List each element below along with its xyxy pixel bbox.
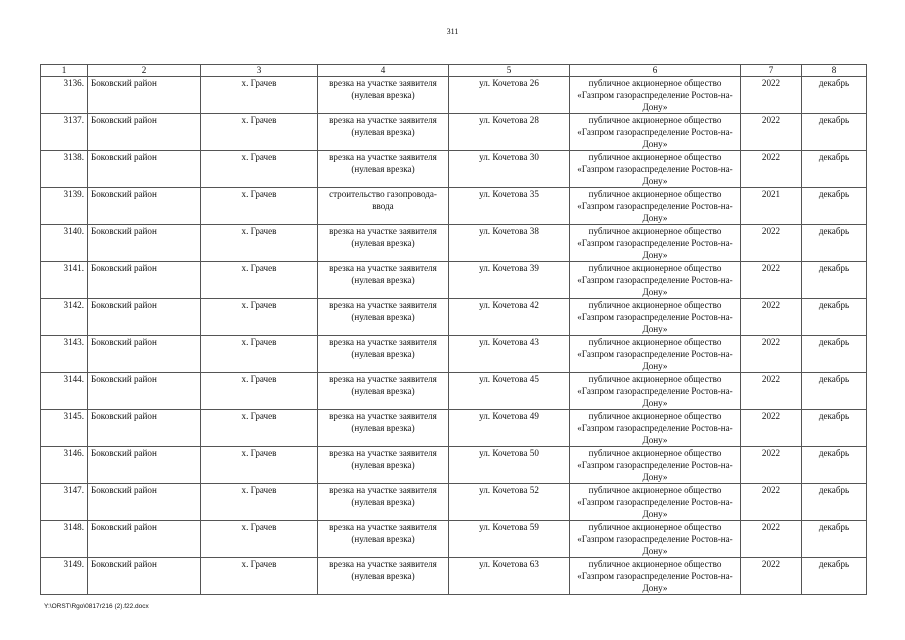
month-cell: декабрь: [802, 114, 867, 151]
row-number: 3149.: [41, 558, 88, 595]
header-row: [41, 65, 867, 77]
district-cell: Боковский район: [88, 410, 201, 447]
column-header: 6: [570, 65, 741, 77]
address-cell: ул. Кочетова 26: [449, 77, 570, 114]
year-cell: 2022: [741, 447, 802, 484]
column-header: 3: [201, 65, 318, 77]
address-cell: ул. Кочетова 49: [449, 410, 570, 447]
month-cell: декабрь: [802, 447, 867, 484]
column-header: 1: [41, 65, 88, 77]
month-cell: декабрь: [802, 299, 867, 336]
row-number: 3147.: [41, 484, 88, 521]
table-row: [41, 77, 867, 114]
month-cell: декабрь: [802, 151, 867, 188]
district-cell: Боковский район: [88, 114, 201, 151]
row-number: 3141.: [41, 262, 88, 299]
table-row: [41, 336, 867, 373]
table-row: [41, 299, 867, 336]
address-cell: ул. Кочетова 63: [449, 558, 570, 595]
settlement-cell: х. Грачев: [201, 521, 318, 558]
district-cell: Боковский район: [88, 299, 201, 336]
year-cell: 2022: [741, 299, 802, 336]
year-cell: 2021: [741, 188, 802, 225]
district-cell: Боковский район: [88, 151, 201, 188]
file-path-footer: Y:\ORST\Rgo\0817r216 (2).f22.docx: [44, 603, 149, 610]
work-type-cell: врезка на участке заявителя (нулевая врезка): [318, 114, 449, 151]
address-cell: ул. Кочетова 35: [449, 188, 570, 225]
organization-cell: публичное акционерное общество «Газпром газораспределение Ростов-на-Дону»: [570, 447, 741, 484]
work-type-cell: врезка на участке заявителя (нулевая врезка): [318, 558, 449, 595]
work-type-cell: врезка на участке заявителя (нулевая врезка): [318, 262, 449, 299]
row-number: 3143.: [41, 336, 88, 373]
table-row: [41, 484, 867, 521]
year-cell: 2022: [741, 521, 802, 558]
settlement-cell: х. Грачев: [201, 262, 318, 299]
work-type-cell: врезка на участке заявителя (нулевая врезка): [318, 151, 449, 188]
month-cell: декабрь: [802, 558, 867, 595]
year-cell: 2022: [741, 151, 802, 188]
year-cell: 2022: [741, 77, 802, 114]
settlement-cell: х. Грачев: [201, 558, 318, 595]
settlement-cell: х. Грачев: [201, 188, 318, 225]
table-row: [41, 447, 867, 484]
district-cell: Боковский район: [88, 188, 201, 225]
organization-cell: публичное акционерное общество «Газпром газораспределение Ростов-на-Дону»: [570, 114, 741, 151]
month-cell: декабрь: [802, 336, 867, 373]
address-cell: ул. Кочетова 50: [449, 447, 570, 484]
year-cell: 2022: [741, 373, 802, 410]
district-cell: Боковский район: [88, 484, 201, 521]
table-row: [41, 151, 867, 188]
year-cell: 2022: [741, 410, 802, 447]
organization-cell: публичное акционерное общество «Газпром газораспределение Ростов-на-Дону»: [570, 77, 741, 114]
row-number: 3142.: [41, 299, 88, 336]
table-row: [41, 410, 867, 447]
work-type-cell: врезка на участке заявителя (нулевая врезка): [318, 410, 449, 447]
month-cell: декабрь: [802, 262, 867, 299]
work-type-cell: врезка на участке заявителя (нулевая врезка): [318, 521, 449, 558]
table-row: [41, 558, 867, 595]
year-cell: 2022: [741, 262, 802, 299]
address-cell: ул. Кочетова 42: [449, 299, 570, 336]
address-cell: ул. Кочетова 52: [449, 484, 570, 521]
organization-cell: публичное акционерное общество «Газпром газораспределение Ростов-на-Дону»: [570, 188, 741, 225]
month-cell: декабрь: [802, 225, 867, 262]
table-row: [41, 373, 867, 410]
data-table: [40, 64, 867, 595]
row-number: 3140.: [41, 225, 88, 262]
work-type-cell: врезка на участке заявителя (нулевая врезка): [318, 225, 449, 262]
district-cell: Боковский район: [88, 447, 201, 484]
row-number: 3139.: [41, 188, 88, 225]
address-cell: ул. Кочетова 38: [449, 225, 570, 262]
address-cell: ул. Кочетова 39: [449, 262, 570, 299]
year-cell: 2022: [741, 484, 802, 521]
district-cell: Боковский район: [88, 558, 201, 595]
address-cell: ул. Кочетова 30: [449, 151, 570, 188]
address-cell: ул. Кочетова 45: [449, 373, 570, 410]
address-cell: ул. Кочетова 59: [449, 521, 570, 558]
district-cell: Боковский район: [88, 521, 201, 558]
district-cell: Боковский район: [88, 77, 201, 114]
work-type-cell: врезка на участке заявителя (нулевая врезка): [318, 373, 449, 410]
organization-cell: публичное акционерное общество «Газпром газораспределение Ростов-на-Дону»: [570, 484, 741, 521]
table-row: [41, 262, 867, 299]
work-type-cell: врезка на участке заявителя (нулевая врезка): [318, 299, 449, 336]
work-type-cell: строительство газопровода-ввода: [318, 188, 449, 225]
organization-cell: публичное акционерное общество «Газпром газораспределение Ростов-на-Дону»: [570, 410, 741, 447]
table-row: [41, 114, 867, 151]
settlement-cell: х. Грачев: [201, 447, 318, 484]
organization-cell: публичное акционерное общество «Газпром газораспределение Ростов-на-Дону»: [570, 521, 741, 558]
work-type-cell: врезка на участке заявителя (нулевая врезка): [318, 77, 449, 114]
year-cell: 2022: [741, 336, 802, 373]
row-number: 3146.: [41, 447, 88, 484]
year-cell: 2022: [741, 114, 802, 151]
address-cell: ул. Кочетова 28: [449, 114, 570, 151]
settlement-cell: х. Грачев: [201, 114, 318, 151]
district-cell: Боковский район: [88, 336, 201, 373]
column-header: 8: [802, 65, 867, 77]
organization-cell: публичное акционерное общество «Газпром газораспределение Ростов-на-Дону»: [570, 336, 741, 373]
row-number: 3138.: [41, 151, 88, 188]
organization-cell: публичное акционерное общество «Газпром газораспределение Ростов-на-Дону»: [570, 151, 741, 188]
row-number: 3148.: [41, 521, 88, 558]
settlement-cell: х. Грачев: [201, 373, 318, 410]
organization-cell: публичное акционерное общество «Газпром газораспределение Ростов-на-Дону»: [570, 558, 741, 595]
settlement-cell: х. Грачев: [201, 225, 318, 262]
row-number: 3144.: [41, 373, 88, 410]
table-row: [41, 188, 867, 225]
table-row: [41, 521, 867, 558]
year-cell: 2022: [741, 225, 802, 262]
address-cell: ул. Кочетова 43: [449, 336, 570, 373]
organization-cell: публичное акционерное общество «Газпром газораспределение Ростов-на-Дону»: [570, 262, 741, 299]
district-cell: Боковский район: [88, 225, 201, 262]
row-number: 3137.: [41, 114, 88, 151]
month-cell: декабрь: [802, 484, 867, 521]
month-cell: декабрь: [802, 410, 867, 447]
column-header: 2: [88, 65, 201, 77]
year-cell: 2022: [741, 558, 802, 595]
row-number: 3136.: [41, 77, 88, 114]
settlement-cell: х. Грачев: [201, 410, 318, 447]
settlement-cell: х. Грачев: [201, 336, 318, 373]
column-header: 5: [449, 65, 570, 77]
column-header: 4: [318, 65, 449, 77]
page-number: 311: [446, 27, 459, 36]
column-header: 7: [741, 65, 802, 77]
organization-cell: публичное акционерное общество «Газпром газораспределение Ростов-на-Дону»: [570, 225, 741, 262]
settlement-cell: х. Грачев: [201, 484, 318, 521]
settlement-cell: х. Грачев: [201, 77, 318, 114]
month-cell: декабрь: [802, 77, 867, 114]
settlement-cell: х. Грачев: [201, 151, 318, 188]
month-cell: декабрь: [802, 521, 867, 558]
settlement-cell: х. Грачев: [201, 299, 318, 336]
district-cell: Боковский район: [88, 373, 201, 410]
month-cell: декабрь: [802, 188, 867, 225]
work-type-cell: врезка на участке заявителя (нулевая врезка): [318, 447, 449, 484]
district-cell: Боковский район: [88, 262, 201, 299]
table-row: [41, 225, 867, 262]
work-type-cell: врезка на участке заявителя (нулевая врезка): [318, 484, 449, 521]
row-number: 3145.: [41, 410, 88, 447]
organization-cell: публичное акционерное общество «Газпром газораспределение Ростов-на-Дону»: [570, 373, 741, 410]
month-cell: декабрь: [802, 373, 867, 410]
organization-cell: публичное акционерное общество «Газпром газораспределение Ростов-на-Дону»: [570, 299, 741, 336]
work-type-cell: врезка на участке заявителя (нулевая врезка): [318, 336, 449, 373]
